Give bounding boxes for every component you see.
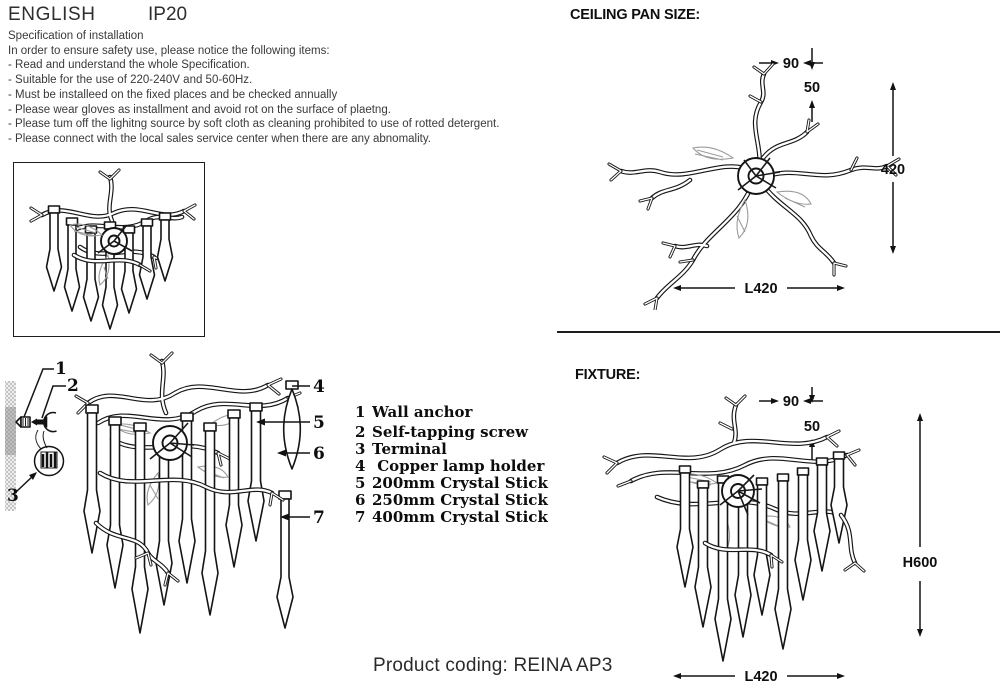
parts-list-item: [355, 404, 548, 421]
parts-list-item: [355, 509, 548, 526]
part-label: Terminal: [372, 440, 447, 458]
parts-list-item: [355, 424, 548, 441]
callout-number: 4: [313, 377, 325, 397]
dim-L420-label: L420: [744, 281, 778, 297]
part-number: 5: [355, 474, 366, 492]
callout-number: 5: [313, 413, 325, 433]
callout-number: 1: [55, 359, 67, 379]
callout-number: 6: [313, 444, 325, 464]
dim-L420-label: L420: [744, 669, 778, 685]
parts-list: [355, 404, 548, 526]
dimension-L420: [673, 669, 845, 685]
specification-text: [8, 29, 499, 147]
dimension-420: [881, 82, 905, 254]
wall-anchor-detail: [16, 417, 30, 427]
part-number: 2: [355, 423, 366, 441]
spec-item: - Please tum off the lighitng source by soft cloth as cleaning prohibited to use of rotted detergent.: [8, 118, 500, 131]
dimension-L420: [673, 281, 845, 297]
spec-item: - Please connect with the local sales service center when there are any abnomality.: [8, 132, 431, 145]
ceiling-pan-heading: CEILING PAN SIZE:: [570, 7, 701, 23]
crystal-sticks: [677, 452, 847, 661]
part-label: 400mm Crystal Stick: [372, 508, 548, 526]
callout-2: [42, 376, 79, 418]
callout-number: 7: [313, 508, 325, 528]
dimension-50: [804, 48, 820, 122]
parts-list-item: [355, 458, 548, 475]
dim-H600-label: H600: [902, 555, 938, 571]
spec-item: - Please wear gloves as installment and avoid rot on the surface of plaetng.: [8, 103, 391, 116]
crystal-sticks: [84, 381, 300, 633]
dim-420-label: 420: [880, 162, 906, 178]
part-label: Self-tapping screw: [372, 423, 529, 441]
part-number: 6: [355, 491, 366, 509]
parts-list-item: [355, 492, 548, 509]
part-number: 4: [355, 457, 366, 475]
part-label: 250mm Crystal Stick: [372, 491, 548, 509]
fixture-preview-drawing: [14, 163, 203, 335]
part-label: Wall anchor: [372, 403, 473, 421]
installation-diagram: [0, 345, 345, 690]
dim-90-label: 90: [782, 394, 800, 410]
parts-list-item: [355, 475, 548, 492]
spec-item: - Suitable for the use of 220-240V and 50-60Hz.: [8, 74, 253, 87]
spec-item: - Read and understand the whole Specification.: [8, 59, 250, 72]
dimension-H600: [903, 413, 938, 637]
part-number: 1: [355, 403, 366, 421]
dim-50-label: 50: [803, 419, 821, 435]
product-coding: Product coding: REINA AP3: [373, 655, 613, 676]
part-label: Copper lamp holder: [377, 457, 545, 475]
fixture-heading: FIXTURE:: [575, 367, 641, 383]
terminal-detail-bubble: [35, 430, 64, 476]
spec-item: - Must be installeed on the fixed places and be checked annually: [8, 88, 338, 101]
rosette: [738, 158, 780, 194]
fixture-drawing: [555, 385, 1000, 685]
callout-number: 2: [67, 376, 79, 396]
section-divider: [557, 331, 1000, 333]
language-label: ENGLISH: [8, 4, 96, 25]
part-number: 7: [355, 508, 366, 526]
crystal-sticks: [47, 206, 173, 329]
fixture-preview-box: [13, 162, 205, 337]
spec-intro: In order to ensure safety use, please notice the following items:: [8, 44, 330, 57]
dimension-50: [804, 387, 820, 461]
ip-rating-label: IP20: [148, 4, 188, 25]
dim-50-label: 50: [803, 80, 821, 96]
dim-90-label: 90: [782, 56, 800, 72]
callout-6: [277, 444, 325, 464]
parts-list-item: [355, 441, 548, 458]
ceiling-pan-drawing: [555, 30, 1000, 310]
callout-number: 3: [7, 486, 19, 506]
spec-title: Specification of installation: [8, 30, 144, 42]
part-number: 3: [355, 440, 366, 458]
part-label: 200mm Crystal Stick: [372, 474, 548, 492]
